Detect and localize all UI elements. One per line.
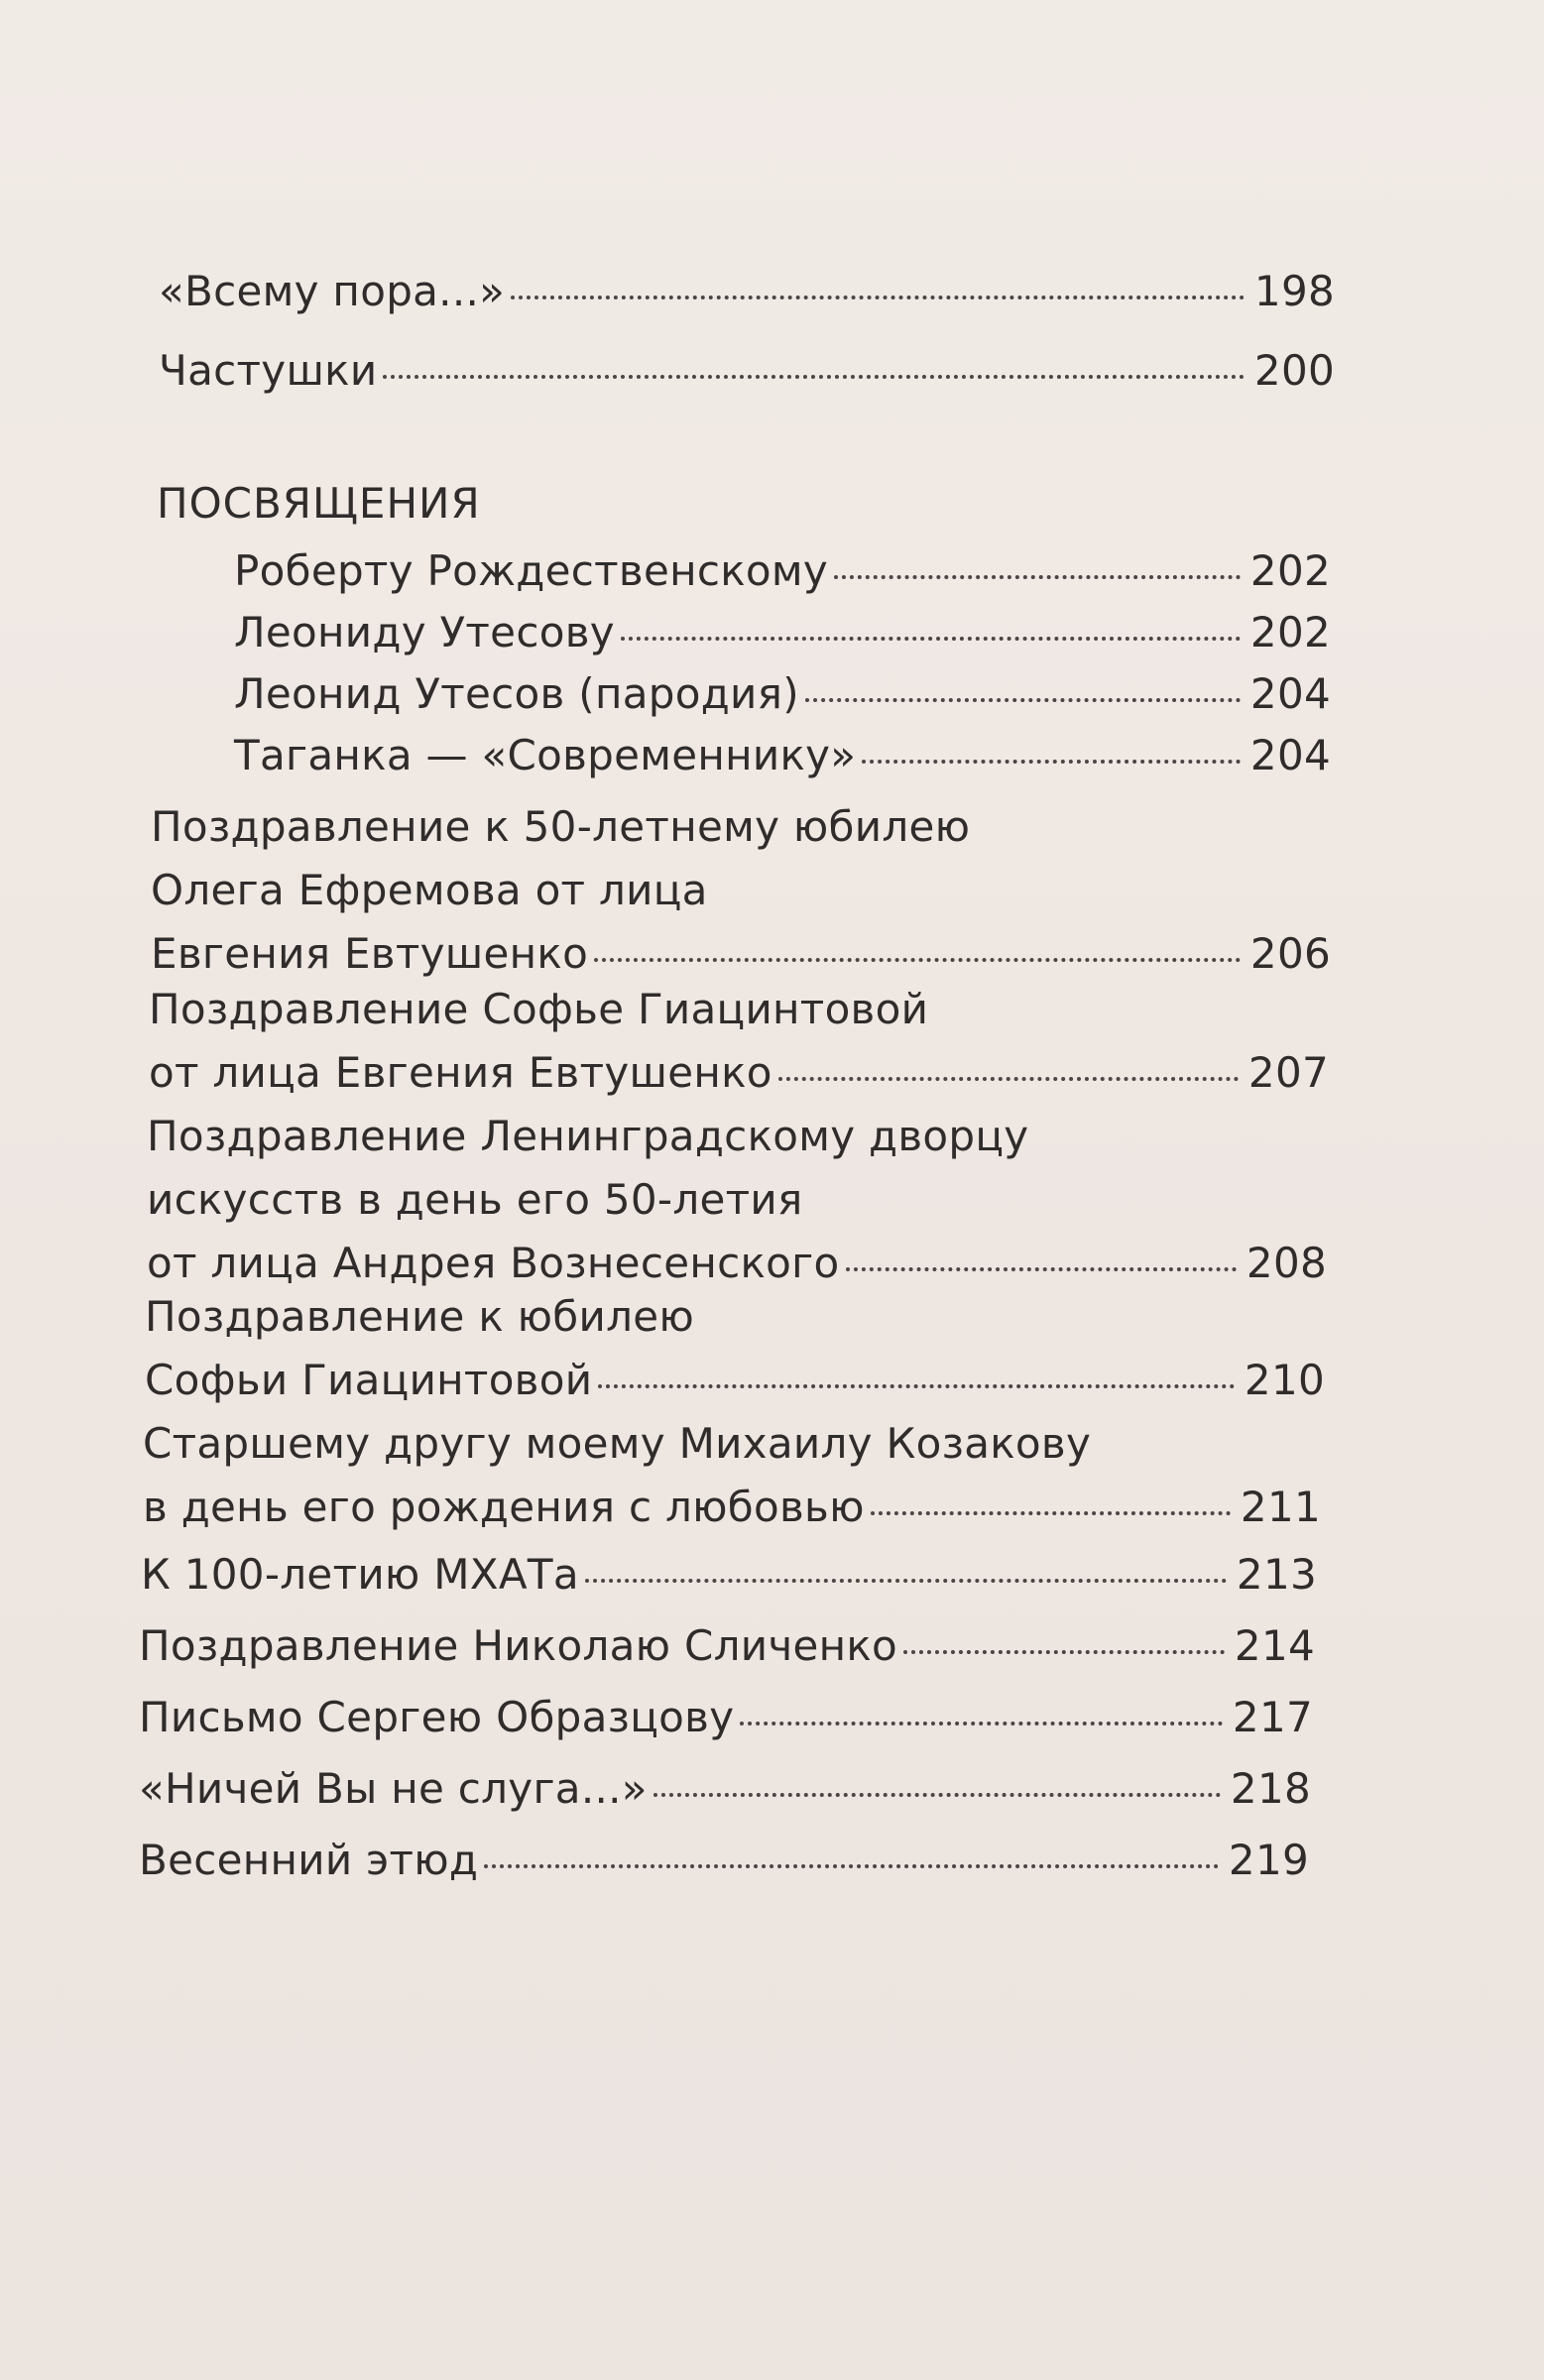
toc-entry — [151, 795, 1331, 986]
page-number: 210 — [1244, 1356, 1325, 1404]
leader-dots — [834, 575, 1241, 579]
entry-title: К 100-летию МХАТа — [141, 1550, 579, 1599]
entry-title: «Ничей Вы не слуга...» — [139, 1764, 648, 1813]
entry-title: Леонид Утесов (пародия) — [234, 669, 799, 718]
page-number: 206 — [1249, 929, 1331, 978]
page-number: 202 — [1249, 608, 1331, 656]
toc-entry — [139, 1686, 1313, 1749]
entry-title: от лица Андрея Вознесенского — [147, 1239, 840, 1287]
leader-dots — [383, 375, 1244, 379]
page-number: 213 — [1236, 1550, 1317, 1599]
leader-dots — [846, 1267, 1237, 1271]
entry-title: от лица Евгения Евтушенко — [149, 1048, 772, 1097]
entry-title: «Всему пора...» — [159, 267, 506, 315]
leader-dots — [653, 1793, 1221, 1797]
page-number: 218 — [1230, 1764, 1311, 1813]
entry-title: Софьи Гиацинтовой — [145, 1356, 593, 1404]
toc-entry — [141, 1543, 1317, 1606]
toc-entry — [145, 1285, 1325, 1412]
entry-title: Поздравление Николаю Сличенко — [139, 1621, 898, 1670]
entry-title: Роберту Рождественскому — [234, 546, 829, 595]
leader-dots — [740, 1722, 1223, 1726]
section-title: ПОСВЯЩЕНИЯ — [157, 479, 481, 528]
entry-title: Весенний этюд — [139, 1836, 479, 1884]
toc-entry — [139, 1614, 1315, 1678]
entry-title: в день его рождения с любовью — [143, 1483, 865, 1531]
leader-dots — [594, 958, 1241, 962]
toc-subentry — [234, 662, 1331, 726]
toc-subentry — [234, 539, 1331, 603]
toc-subentry — [234, 724, 1331, 787]
toc-entry — [159, 260, 1335, 323]
page-number: 219 — [1228, 1836, 1309, 1884]
leader-dots — [484, 1864, 1219, 1868]
leader-dots — [805, 698, 1241, 702]
entry-title: Таганка — «Современнику» — [234, 731, 857, 779]
entry-title: Леониду Утесову — [234, 608, 615, 656]
page-number: 208 — [1246, 1239, 1327, 1287]
page-number: 204 — [1249, 731, 1331, 779]
entry-line: Поздравление к 50-летнему юбилею — [151, 802, 971, 851]
leader-dots — [621, 637, 1241, 641]
leader-dots — [585, 1579, 1227, 1583]
leader-dots — [511, 296, 1245, 299]
entry-title: Евгения Евтушенко — [151, 929, 589, 978]
page-number: 214 — [1234, 1621, 1315, 1670]
page-number: 217 — [1232, 1693, 1313, 1741]
toc-subentry — [234, 601, 1331, 664]
page-number: 200 — [1253, 346, 1335, 395]
page-number: 204 — [1249, 669, 1331, 718]
leader-dots — [598, 1384, 1235, 1388]
page-number: 207 — [1247, 1048, 1329, 1097]
entry-line: Олега Ефремова от лица — [151, 866, 708, 914]
toc-entry — [139, 1757, 1311, 1821]
leader-dots — [778, 1077, 1239, 1081]
toc-entry — [147, 1105, 1327, 1295]
entry-line: Поздравление к юбилею — [145, 1292, 695, 1341]
leader-dots — [871, 1511, 1231, 1515]
entry-line: Старшему другу моему Михаилу Козакову — [143, 1419, 1092, 1468]
toc-entry — [139, 1829, 1309, 1892]
leader-dots — [903, 1650, 1225, 1654]
leader-dots — [862, 760, 1241, 764]
toc-entry — [159, 339, 1335, 403]
entry-title: Частушки — [159, 346, 378, 395]
entry-line: Поздравление Софье Гиацинтовой — [149, 985, 929, 1033]
toc-entry — [149, 978, 1329, 1105]
page-number: 211 — [1240, 1483, 1321, 1531]
page-number: 202 — [1249, 546, 1331, 595]
entry-line: искусств в день его 50-летия — [147, 1175, 803, 1224]
page-number: 198 — [1253, 267, 1335, 315]
entry-line: Поздравление Ленинградскому дворцу — [147, 1112, 1029, 1160]
entry-title: Письмо Сергею Образцову — [139, 1693, 735, 1741]
toc-entry — [143, 1412, 1321, 1539]
